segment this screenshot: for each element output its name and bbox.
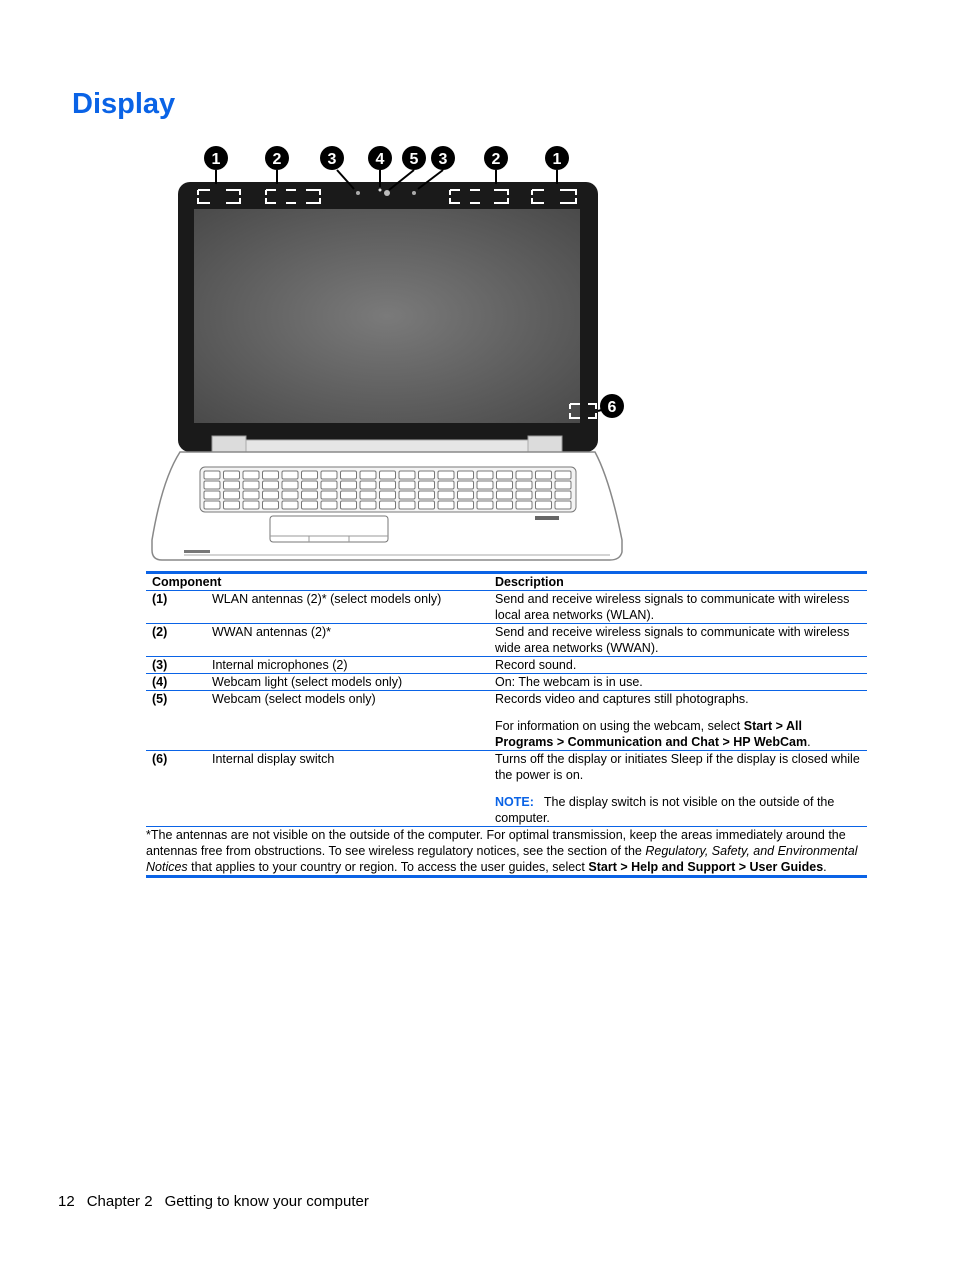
keyboard-key <box>341 481 357 489</box>
keyboard-key <box>263 471 279 479</box>
keyboard-key <box>497 501 513 509</box>
keyboard-key <box>360 481 376 489</box>
keyboard-key <box>458 491 474 499</box>
keyboard-key <box>419 491 435 499</box>
row-description-cell <box>495 751 867 827</box>
keyboard-key <box>263 501 279 509</box>
keyboard-key <box>536 491 552 499</box>
row-number: (5) <box>146 691 212 751</box>
keyboard-key <box>419 501 435 509</box>
page-title: Display <box>72 88 176 120</box>
footnote-document-title: Regulatory, Safety, and Environmental Notices <box>146 844 858 874</box>
table-row <box>146 657 867 674</box>
row-description: Send and receive wireless signals to communicate with wireless wide area networks (WWAN). <box>495 624 867 657</box>
keyboard-key <box>477 501 493 509</box>
row-component: Internal microphones (2) <box>212 657 495 674</box>
keyboard-key <box>380 501 396 509</box>
keyboard-key <box>282 491 298 499</box>
note <box>495 794 863 826</box>
row-description: Records video and captures still photographs. <box>495 692 749 706</box>
keyboard-key <box>243 501 259 509</box>
keyboard-key <box>321 471 337 479</box>
footnote-end: . <box>823 860 827 874</box>
keyboard-key <box>536 501 552 509</box>
keyboard-key <box>516 471 532 479</box>
row-component: Webcam (select models only) <box>212 691 495 751</box>
row-description: On: The webcam is in use. <box>495 674 867 691</box>
row-number: (2) <box>146 624 212 657</box>
row-component: WLAN antennas (2)* (select models only) <box>212 591 495 624</box>
table-row <box>146 674 867 691</box>
row-number: (1) <box>146 591 212 624</box>
keyboard-key <box>555 491 571 499</box>
keyboard-key <box>243 471 259 479</box>
keyboard-key <box>497 481 513 489</box>
callout-3b: 3 <box>438 151 448 168</box>
keyboard-key <box>224 491 240 499</box>
instructions-end: . <box>807 735 811 749</box>
keyboard-key <box>438 481 454 489</box>
keyboard-key <box>536 481 552 489</box>
keyboard-key <box>302 501 318 509</box>
header-description: Description <box>495 573 867 591</box>
callout-5: 5 <box>409 151 419 168</box>
keyboard-key <box>516 501 532 509</box>
footnote <box>146 827 867 877</box>
keyboard-key <box>263 491 279 499</box>
table-row <box>146 624 867 657</box>
callout-6: 6 <box>607 399 617 416</box>
keyboard-key <box>438 501 454 509</box>
chapter-title: Getting to know your computer <box>164 1193 369 1210</box>
footnote-menu-path: Start > Help and Support > User Guides <box>588 860 824 874</box>
keyboard-key <box>477 491 493 499</box>
keyboard-key <box>516 491 532 499</box>
keyboard-key <box>497 491 513 499</box>
keyboard-key <box>360 491 376 499</box>
keyboard-key <box>204 491 220 499</box>
keyboard-key <box>399 471 415 479</box>
footnote-text: *The antennas are not visible on the outside of the computer. For optimal transmission, keep the areas immediately around the antennas free from obstructions. To see wireless regulatory notices, see the section of the <box>146 828 846 858</box>
keyboard-key <box>360 471 376 479</box>
row-component: WWAN antennas (2)* <box>212 624 495 657</box>
keyboard-key <box>555 481 571 489</box>
keyboard-key <box>536 471 552 479</box>
component-table <box>146 571 867 878</box>
keyboard-key <box>282 501 298 509</box>
row-description: Turns off the display or initiates Sleep if the display is closed while the power is on. <box>495 752 860 782</box>
callout-1b: 1 <box>552 151 562 168</box>
keyboard-key <box>399 501 415 509</box>
keyboard-key <box>438 491 454 499</box>
fingerprint-reader <box>535 516 559 520</box>
microphone-left <box>356 191 360 195</box>
keyboard-key <box>204 471 220 479</box>
keyboard-key <box>458 471 474 479</box>
page-number: 12 <box>58 1193 75 1210</box>
keyboard-key <box>419 471 435 479</box>
keyboard-key <box>302 481 318 489</box>
touchpad <box>270 516 388 542</box>
keyboard-key <box>302 471 318 479</box>
row-number: (3) <box>146 657 212 674</box>
keyboard-key <box>516 481 532 489</box>
callout-2: 2 <box>272 151 282 168</box>
laptop-illustration <box>140 140 640 570</box>
keyboard-key <box>419 481 435 489</box>
keyboard-key <box>380 491 396 499</box>
row-number: (6) <box>146 751 212 827</box>
keyboard-key <box>399 481 415 489</box>
row-description: Record sound. <box>495 657 867 674</box>
chapter-label: Chapter 2 <box>86 1193 153 1210</box>
table-footnote-row <box>146 827 867 877</box>
page-footer <box>58 1193 381 1210</box>
keyboard-key <box>321 481 337 489</box>
keyboard-key <box>555 471 571 479</box>
keyboard-key <box>399 491 415 499</box>
instructions-path: Start > All Programs > Communication and Chat > HP WebCam <box>495 719 808 749</box>
keyboard-key <box>321 491 337 499</box>
keyboard-key <box>477 471 493 479</box>
keyboard-key <box>204 501 220 509</box>
keyboard-key <box>497 471 513 479</box>
note-label: NOTE: <box>495 795 534 809</box>
keyboard-key <box>243 481 259 489</box>
callout-4: 4 <box>375 151 385 168</box>
row-component: Internal display switch <box>212 751 495 827</box>
header-component: Component <box>146 573 495 591</box>
keyboard-key <box>224 501 240 509</box>
keyboard-key <box>224 481 240 489</box>
row-description: Send and receive wireless signals to communicate with wireless local area networks (WLAN). <box>495 591 867 624</box>
webcam-light <box>379 189 382 192</box>
microphone-right <box>412 191 416 195</box>
keyboard-key <box>438 471 454 479</box>
callout-2b: 2 <box>491 151 501 168</box>
keyboard-key <box>458 481 474 489</box>
keyboard-key <box>341 491 357 499</box>
callout-1: 1 <box>211 151 221 168</box>
table-header <box>146 573 867 591</box>
keyboard-key <box>282 471 298 479</box>
webcam <box>384 190 390 196</box>
keyboard-key <box>204 481 220 489</box>
keyboard-key <box>360 501 376 509</box>
keyboard-key <box>477 481 493 489</box>
row-component: Webcam light (select models only) <box>212 674 495 691</box>
keyboard-key <box>243 491 259 499</box>
keyboard-key <box>302 491 318 499</box>
keyboard-key <box>282 481 298 489</box>
table-row <box>146 591 867 624</box>
footnote-text-2: that applies to your country or region. To access the user guides, select <box>187 860 589 874</box>
keyboard-key <box>341 471 357 479</box>
laptop-display-figure <box>140 140 640 570</box>
webcam-instructions <box>495 718 863 750</box>
keyboard-key <box>380 481 396 489</box>
keyboard-key <box>263 481 279 489</box>
note-text: The display switch is not visible on the outside of the computer. <box>495 795 835 825</box>
row-description-cell <box>495 691 867 751</box>
table-row <box>146 751 867 827</box>
keyboard-key <box>380 471 396 479</box>
row-number: (4) <box>146 674 212 691</box>
callout-3: 3 <box>327 151 337 168</box>
instructions-text: For information on using the webcam, select <box>495 719 744 733</box>
table-row <box>146 691 867 751</box>
keyboard-key <box>224 471 240 479</box>
keyboard-key <box>341 501 357 509</box>
keyboard-key <box>555 501 571 509</box>
keyboard <box>200 467 576 512</box>
keyboard-key <box>458 501 474 509</box>
keyboard-key <box>321 501 337 509</box>
